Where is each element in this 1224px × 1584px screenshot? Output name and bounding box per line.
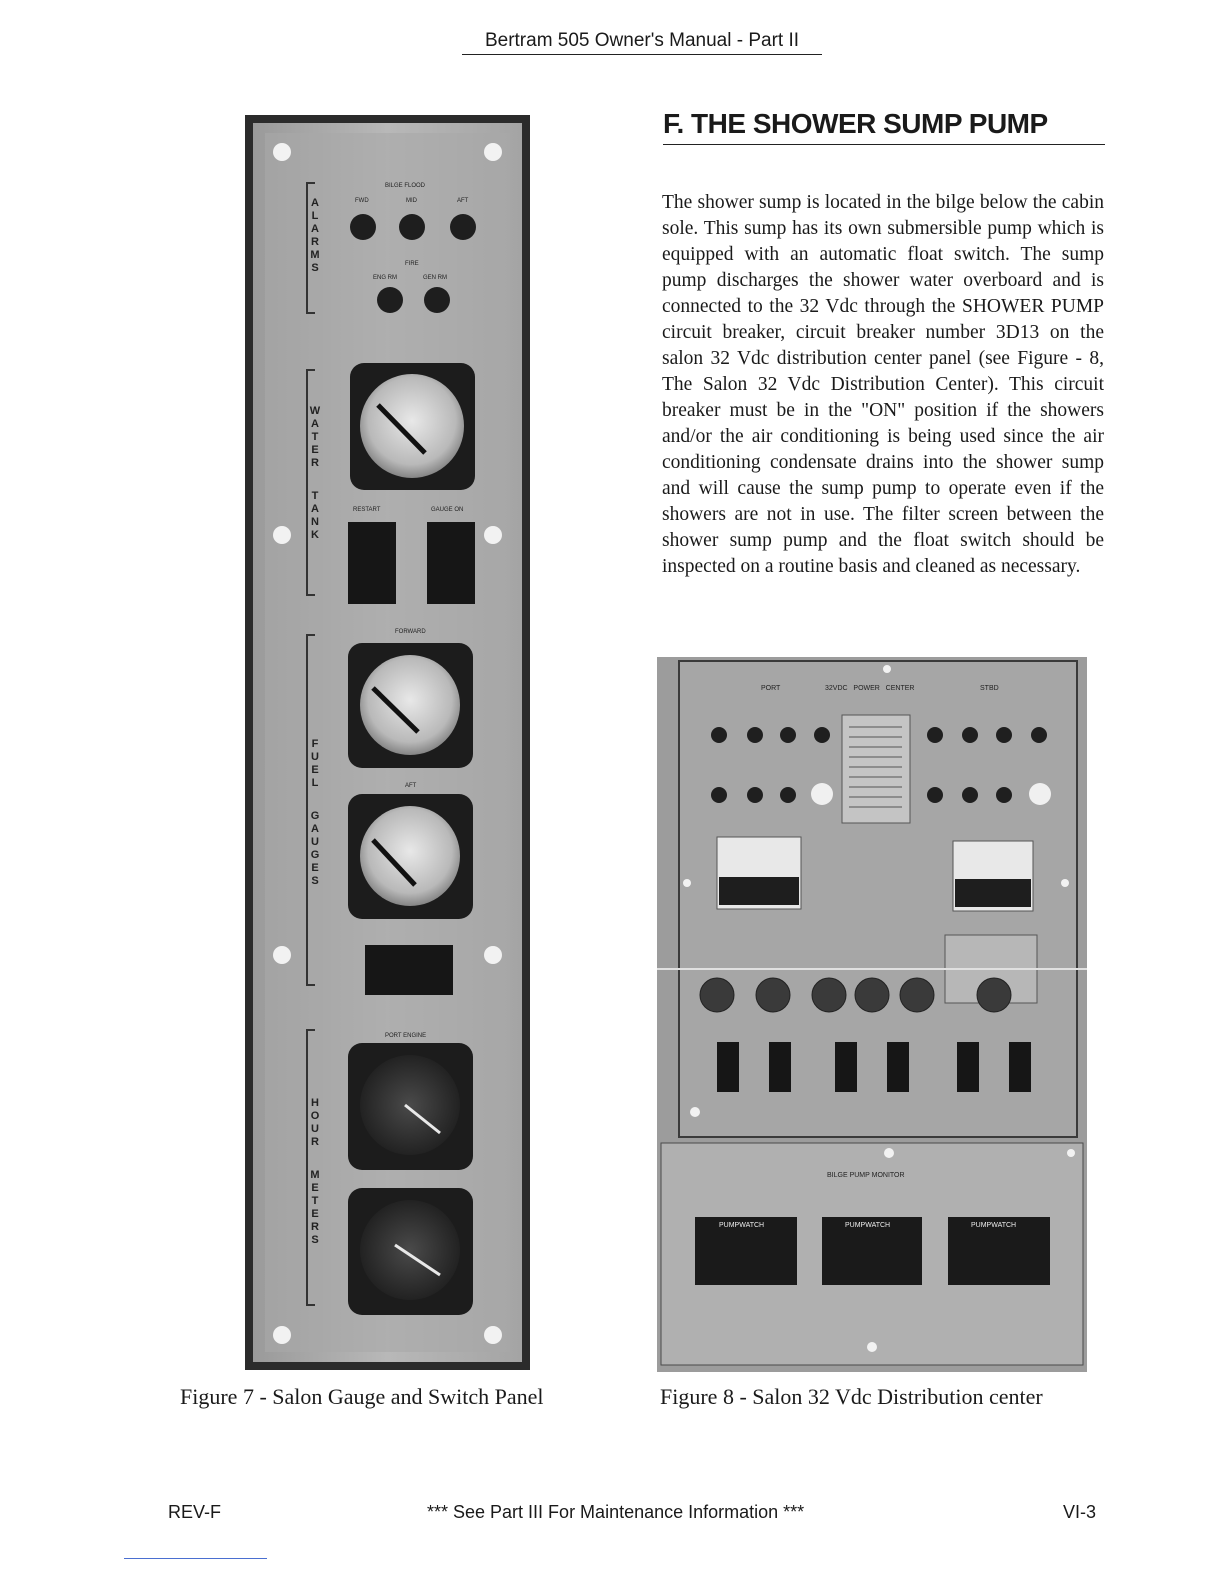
footer-note: *** See Part III For Maintenance Information ***: [427, 1502, 805, 1522]
label-water-tank: W A T E R T A N K: [309, 405, 321, 541]
label-port: PORT: [761, 685, 781, 692]
label-mid: MID: [406, 198, 417, 204]
label-aft: AFT: [457, 198, 469, 204]
label-pumpwatch-1: PUMPWATCH: [719, 1222, 765, 1229]
footer-page-number: VI-3: [1063, 1502, 1097, 1522]
label-pumpwatch-3: PUMPWATCH: [971, 1222, 1017, 1229]
label-bilge-flood: BILGE FLOOD: [385, 183, 426, 189]
label-gen-rm: GEN RM: [423, 275, 447, 281]
label-fuel-gauges: F U E L G A U G E S: [310, 738, 320, 887]
label-pumpwatch-2: PUMPWATCH: [845, 1222, 891, 1229]
footer-revision: REV-F: [168, 1502, 222, 1522]
label-port-engine: PORT ENGINE: [385, 1033, 427, 1039]
figure-7-caption: Figure 7 - Salon Gauge and Switch Panel: [180, 1384, 544, 1409]
label-hour-meters: H O U R M E T E R S: [310, 1097, 320, 1246]
label-bilge-pump-monitor: BILGE PUMP MONITOR: [827, 1172, 905, 1179]
section-heading: F. THE SHOWER SUMP PUMP: [663, 108, 1105, 145]
label-gauge-on: GAUGE ON: [431, 507, 464, 513]
label-fwd: FWD: [355, 198, 369, 204]
label-aft-tank: AFT: [405, 783, 417, 789]
bottom-rule: [124, 1558, 267, 1559]
figure-8-caption: Figure 8 - Salon 32 Vdc Distribution center: [660, 1384, 1043, 1409]
label-stbd: STBD: [980, 685, 999, 692]
figure-7-photo: [245, 115, 530, 1370]
label-forward: FORWARD: [395, 629, 426, 635]
label-alarms: A L A R M S: [310, 197, 320, 274]
label-restart: RESTART: [353, 507, 381, 513]
figure-8-photo: [657, 657, 1087, 1372]
label-eng-rm: ENG RM: [373, 275, 397, 281]
label-fire: FIRE: [405, 261, 419, 267]
section-body: The shower sump is located in the bilge below the cabin sole. This sump has its own submersible pump which is equipped with an automatic float switch. The sump pump discharges the shower water overboard and is connected to the 32 Vdc through the SHOWER PUMP circuit breaker, circuit breaker number 3D13 on the salon 32 Vdc distribution center panel (see Figure - 8, The Salon 32 Vdc Distribution Center). This circuit breaker must be in the "ON" position if the showers and/or the air conditioning is being used since the air conditioning condensate drains into the shower sump and will cause the sump pump to operate even if the showers are not in use. The filter screen between the shower sump pump and the float switch should be inspected on a routine basis and cleaned as necessary.: [662, 192, 1104, 577]
label-power-center: 32VDC POWER CENTER: [825, 685, 915, 692]
running-header: Bertram 505 Owner's Manual - Part II: [462, 30, 822, 55]
